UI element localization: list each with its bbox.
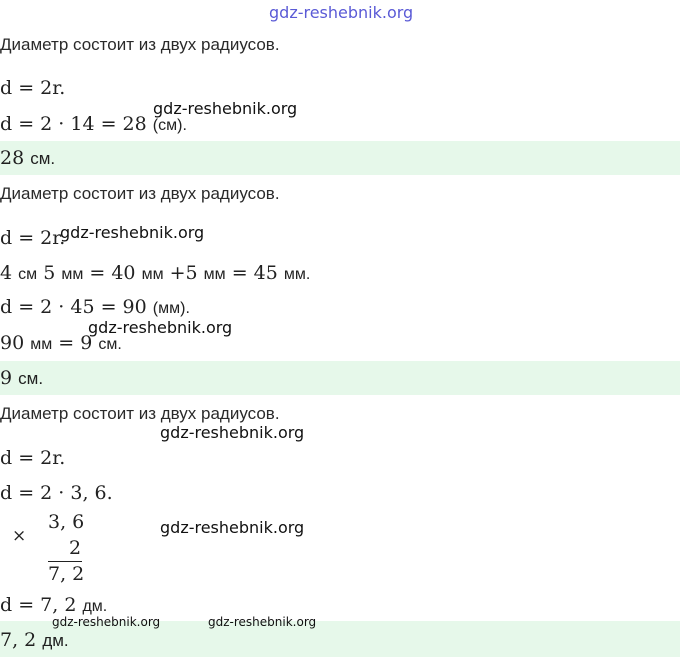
conv-eq1-unit: мм: [141, 266, 164, 283]
mult-mid: 2: [69, 537, 82, 559]
section2-result: [0, 332, 122, 354]
section2-calc-unit: (мм).: [152, 300, 190, 317]
result-a: 90: [0, 332, 25, 354]
result-a-unit: мм: [30, 336, 53, 353]
mult-result: 7, 2: [48, 563, 85, 585]
conv-plus-unit: мм: [203, 266, 226, 283]
section2-conversion: [0, 262, 310, 284]
section2-formula: d = 2r.: [0, 227, 66, 249]
section1-calc-unit: (см).: [152, 117, 187, 134]
section2-answer-num: 9: [0, 367, 13, 389]
conv-a-unit: см: [18, 266, 38, 283]
section1-answer: [0, 141, 680, 175]
mult-top: 3, 6: [48, 511, 85, 533]
conv-b: 5: [43, 262, 56, 284]
result-b: = 9: [58, 332, 93, 354]
section1-answer-num: 28: [0, 147, 25, 169]
conv-eq2-unit: мм.: [283, 266, 311, 283]
section2-calc: [0, 296, 190, 318]
conv-eq2: = 45: [231, 262, 278, 284]
watermark: gdz-reshebnik.org: [208, 615, 317, 629]
section1-answer-unit: см.: [30, 149, 56, 168]
conv-a: 4: [0, 262, 13, 284]
section1-calc: [0, 113, 187, 135]
watermark: gdz-reshebnik.org: [88, 318, 233, 337]
section1-calc-math: d = 2 · 14 = 28: [0, 113, 147, 135]
section3-answer-unit: дм.: [42, 631, 69, 650]
section3-intro: Диаметр состоит из двух радиусов.: [0, 404, 280, 423]
section2-calc-math: d = 2 · 45 = 90: [0, 296, 147, 318]
watermark: gdz-reshebnik.org: [60, 223, 205, 242]
section2-intro: Диаметр состоит из двух радиусов.: [0, 184, 280, 203]
section3-final: [0, 594, 107, 616]
watermark: gdz-reshebnik.org: [160, 518, 305, 537]
watermark-top: gdz-reshebnik.org: [269, 3, 414, 22]
watermark: gdz-reshebnik.org: [153, 99, 298, 118]
section2-answer-unit: см.: [18, 369, 44, 388]
section1-formula: d = 2r.: [0, 77, 66, 99]
section3-calc: d = 2 · 3, 6.: [0, 482, 113, 504]
section1-intro: Диаметр состоит из двух радиусов.: [0, 35, 280, 54]
section2-answer: [0, 361, 680, 395]
watermark: gdz-reshebnik.org: [52, 615, 161, 629]
section3-formula: d = 2r.: [0, 447, 66, 469]
watermark: gdz-reshebnik.org: [160, 423, 305, 442]
mult-line: [48, 561, 82, 562]
conv-eq1: = 40: [89, 262, 136, 284]
section3-final-unit: дм.: [82, 598, 108, 615]
result-b-unit: см.: [98, 336, 122, 353]
conv-b-unit: мм: [61, 266, 84, 283]
section3-final-math: d = 7, 2: [0, 594, 77, 616]
multiply-sign: ×: [12, 526, 27, 546]
conv-plus: +5: [169, 262, 198, 284]
section3-answer-num: 7, 2: [0, 629, 37, 651]
